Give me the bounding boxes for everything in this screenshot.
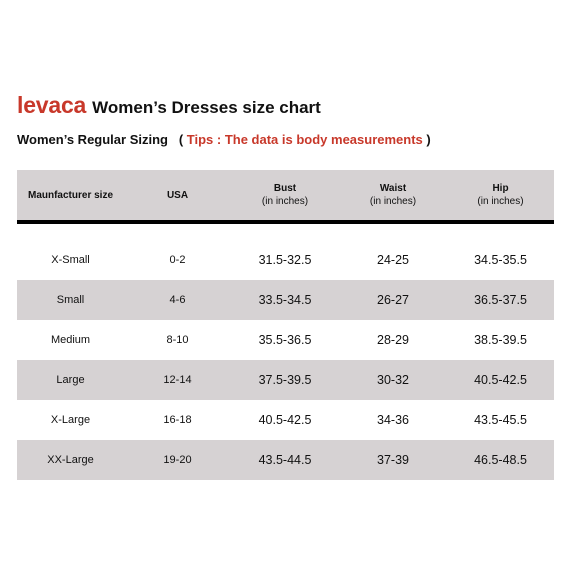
cell-usa: 16-18 bbox=[163, 414, 192, 426]
cell-usa: 19-20 bbox=[124, 440, 231, 480]
cell-waist: 26-27 bbox=[339, 280, 447, 320]
cell-usa: 4-6 bbox=[124, 280, 231, 320]
cell-waist: 37-39 bbox=[339, 440, 447, 480]
page-title bbox=[17, 92, 321, 119]
table-row bbox=[17, 240, 554, 280]
column-header-manufacturer-size bbox=[17, 170, 124, 220]
cell-hip: 40.5-42.5 bbox=[447, 360, 554, 400]
column-header-bust bbox=[231, 170, 339, 220]
cell-size: XX-Large bbox=[17, 440, 124, 480]
column-header-waist bbox=[339, 170, 447, 220]
table-row bbox=[17, 320, 554, 360]
column-header-label: Waist bbox=[379, 183, 407, 194]
cell-hip: 46.5-48.5 bbox=[447, 440, 554, 480]
cell-bust: 31.5-32.5 bbox=[258, 253, 312, 267]
column-header-unit: (in inches) bbox=[477, 196, 524, 207]
column-header-hip bbox=[447, 170, 554, 220]
cell-bust: 43.5-44.5 bbox=[231, 440, 339, 480]
column-header-usa bbox=[124, 170, 231, 220]
cell-waist: 24-25 bbox=[377, 253, 409, 267]
cell-size: Medium bbox=[50, 334, 91, 346]
cell-hip: 43.5-45.5 bbox=[474, 413, 527, 427]
cell-hip: 38.5-39.5 bbox=[474, 333, 527, 347]
column-header-label: Hip bbox=[492, 183, 509, 194]
cell-bust: 37.5-39.5 bbox=[231, 360, 339, 400]
cell-waist: 30-32 bbox=[339, 360, 447, 400]
table-row bbox=[17, 360, 554, 400]
cell-hip: 36.5-37.5 bbox=[447, 280, 554, 320]
sizing-label: Women’s Regular Sizing bbox=[17, 132, 168, 147]
cell-waist: 28-29 bbox=[377, 333, 409, 347]
table-row bbox=[17, 440, 554, 480]
cell-bust: 33.5-34.5 bbox=[231, 280, 339, 320]
cell-waist: 34-36 bbox=[377, 413, 409, 427]
cell-usa: 12-14 bbox=[124, 360, 231, 400]
chart-title: Women’s Dresses size chart bbox=[92, 98, 321, 117]
column-header-unit: (in inches) bbox=[369, 196, 417, 207]
column-header-label: Maunfacturer size bbox=[27, 189, 114, 201]
table-header-row bbox=[17, 170, 554, 220]
cell-hip: 34.5-35.5 bbox=[474, 253, 527, 267]
spacer bbox=[17, 224, 554, 240]
cell-bust: 35.5-36.5 bbox=[258, 333, 312, 347]
cell-bust: 40.5-42.5 bbox=[258, 413, 312, 427]
cell-usa: 8-10 bbox=[166, 334, 189, 346]
subtitle bbox=[17, 132, 431, 147]
column-header-unit: (in inches) bbox=[261, 196, 309, 207]
column-header-label: USA bbox=[166, 189, 189, 201]
open-paren: ( bbox=[178, 132, 184, 147]
cell-size: X-Small bbox=[51, 254, 90, 266]
cell-usa: 0-2 bbox=[169, 254, 186, 266]
brand-logo: levaca bbox=[17, 92, 87, 118]
table-row bbox=[17, 280, 554, 320]
cell-size: Small bbox=[17, 280, 124, 320]
cell-size: Large bbox=[17, 360, 124, 400]
close-paren: ) bbox=[426, 132, 431, 147]
tips-text: Tips : The data is body measurements bbox=[186, 132, 423, 147]
table-body bbox=[17, 220, 554, 480]
size-chart-table bbox=[17, 170, 554, 480]
cell-size: X-Large bbox=[50, 414, 91, 426]
table-row bbox=[17, 400, 554, 440]
column-header-label: Bust bbox=[273, 183, 297, 194]
